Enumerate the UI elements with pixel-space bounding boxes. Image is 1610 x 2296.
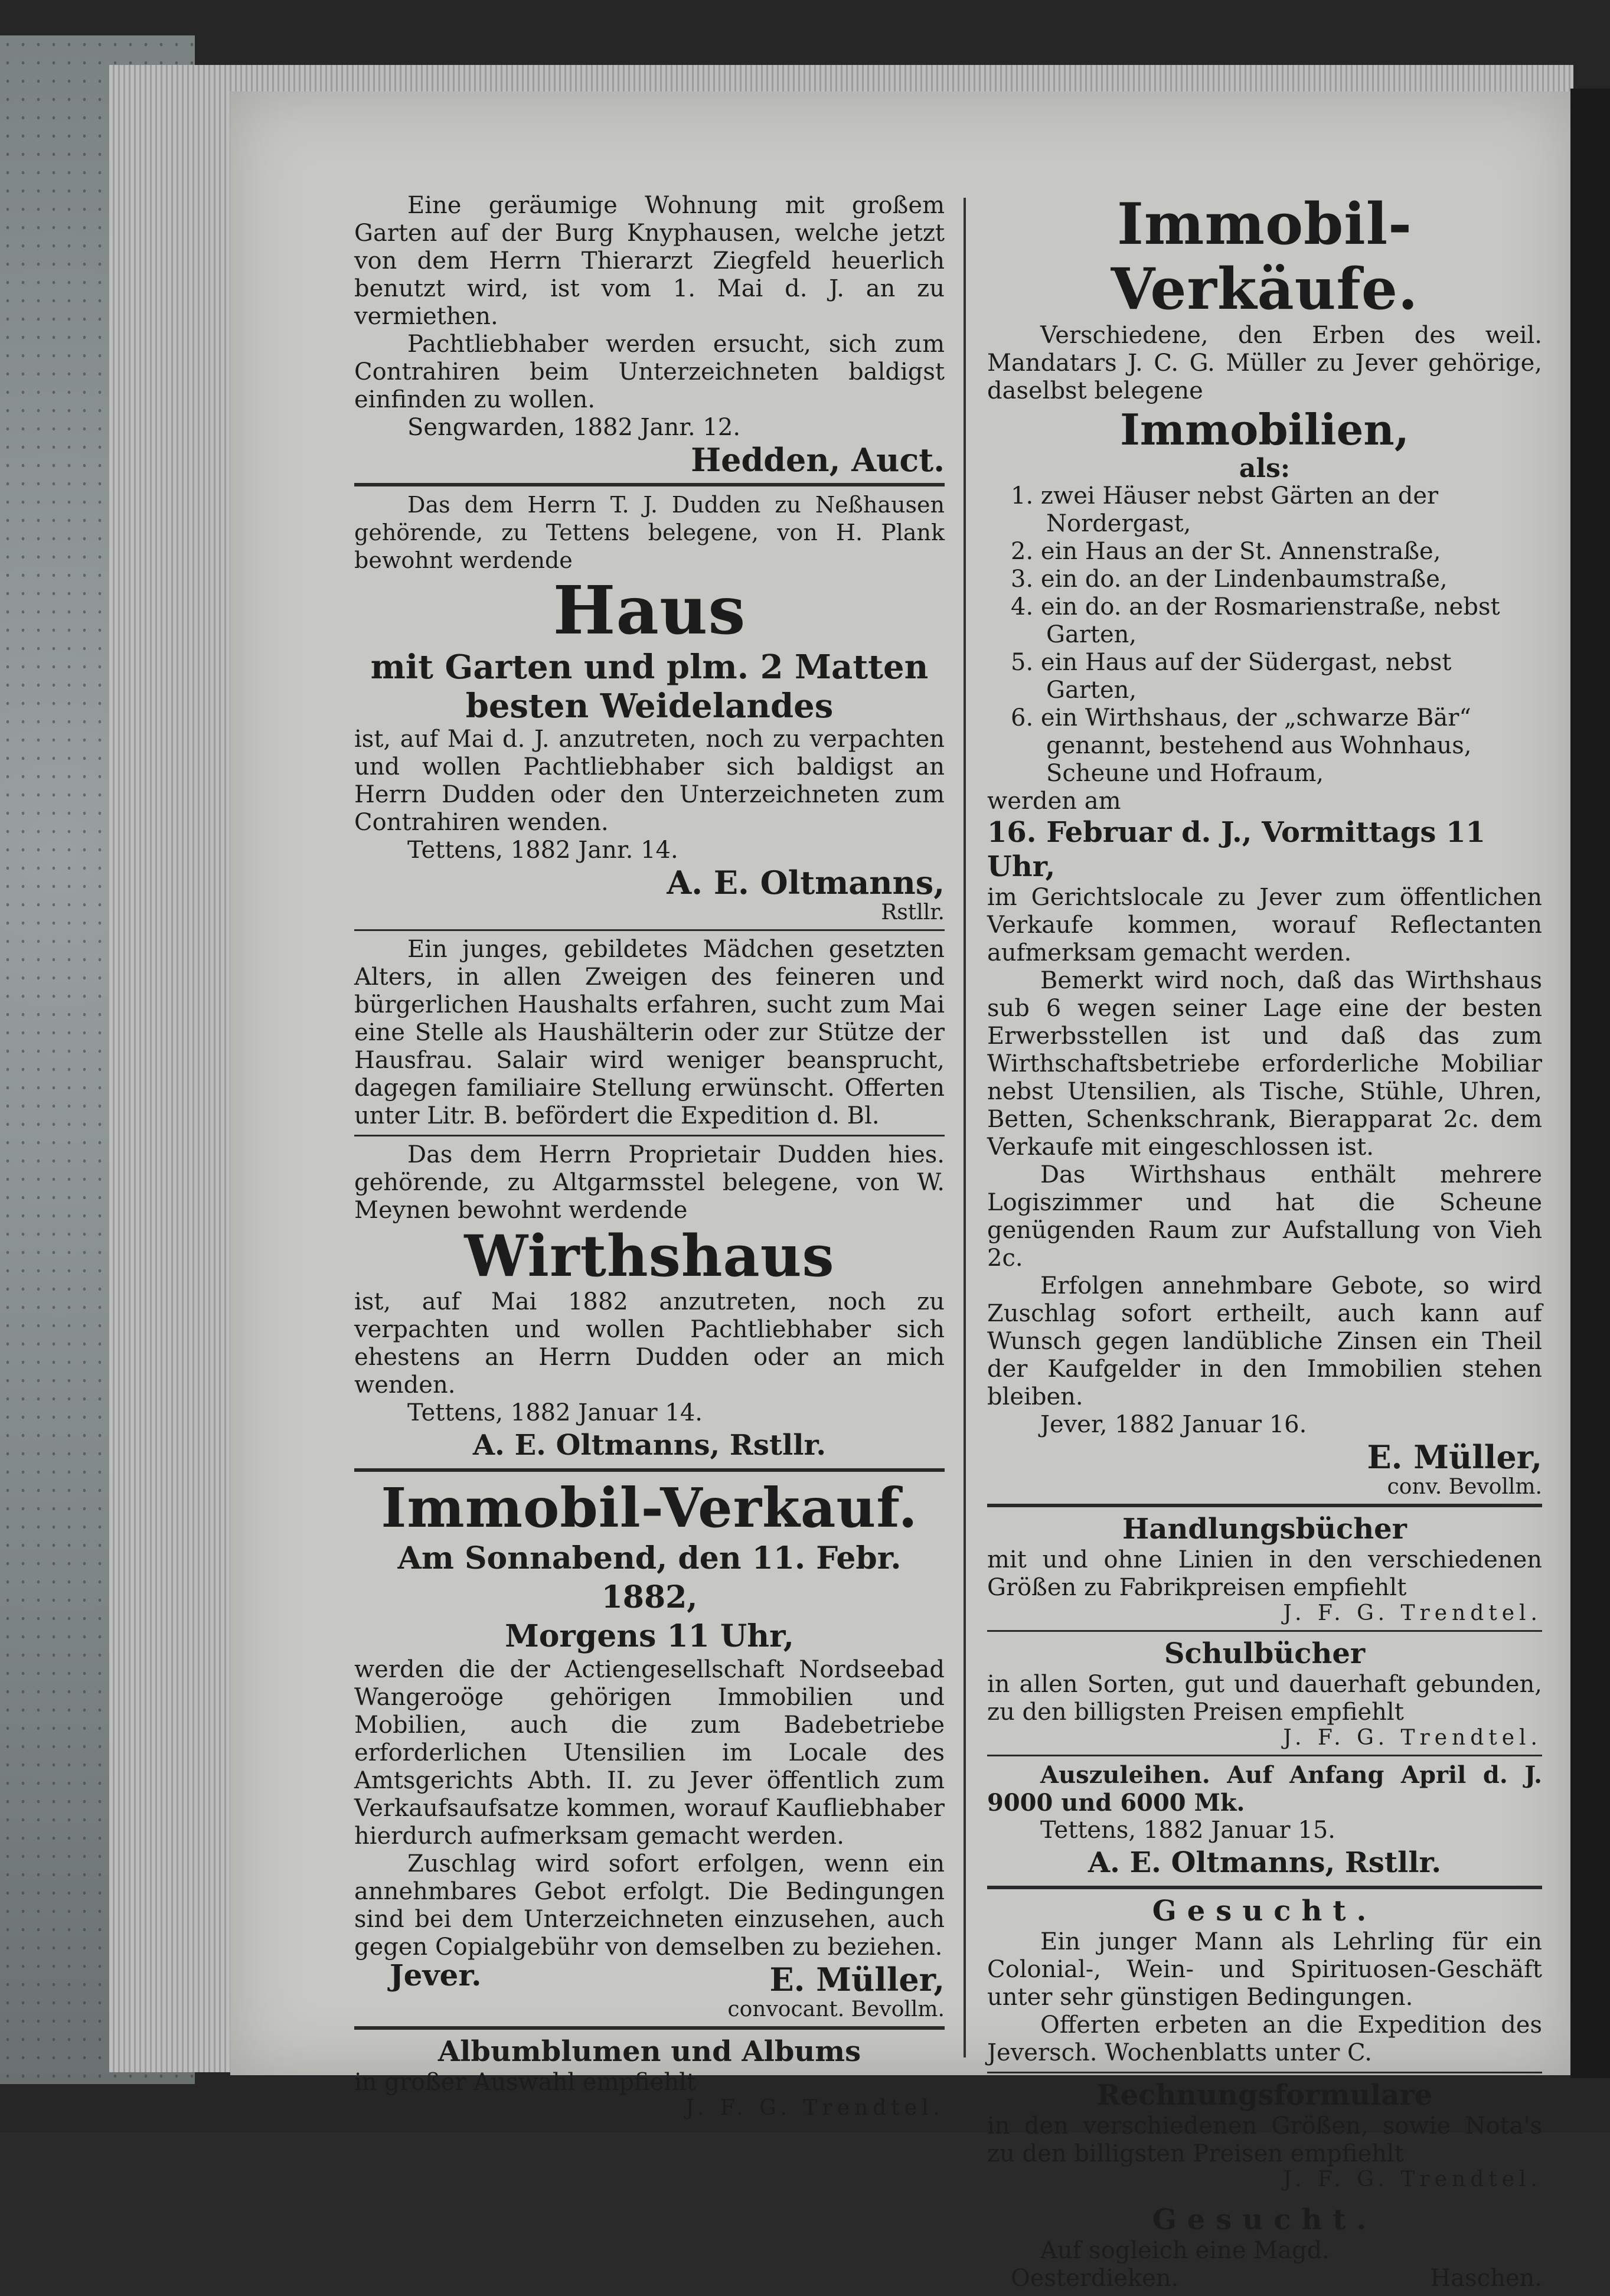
separator [354,1468,945,1472]
ad-text: Ein junger Mann als Lehrling für ein Colonial-, Wein- und Spirituosen-Geschäft unter sehr günstigen Bedingungen. [987,1928,1542,2011]
right-column [987,192,1542,2296]
separator [987,1886,1542,1889]
ad-text: ist, auf Mai d. J. anzutreten, noch zu verpachten und wollen Pachtliebhaber sich baldigst an Herrn Dudden oder den Unterzeichneten zum Contrahiren wenden. [354,726,945,836]
ad-text: Auf sogleich eine Magd. [1040,2237,1330,2264]
ad-heading: Handlungsbücher [1122,1513,1407,1546]
left-column [354,192,945,2124]
ad-date: Jever, 1882 Januar 16. [1040,1411,1307,1438]
ad-heading: Albumblumen und Albums [437,2035,861,2068]
ad-text: Zuschlag wird sofort erfolgen, wenn ein annehmbares Gebot erfolgt. Die Bedingungen sind bei dem Unterzeichneten einzusehen, auch gegen Copialgebühr von demselben zu beziehen. [354,1850,945,1961]
ad-text: Auszuleihen. Auf Anfang April d. J. 9000 und 6000 Mk. [987,1761,1542,1817]
facing-page-edge [1570,89,1610,2078]
ad-subheading: Immobilien, [1120,404,1409,455]
property-item: 4. ein do. an der Rosmarienstraße, nebst Garten, [1011,593,1500,648]
separator [987,1755,1542,1756]
ad-footer [987,2265,1542,2292]
ad-heading: Immobil-Verkauf. [381,1476,918,1540]
ad-heading: Wirthshaus [464,1223,835,1289]
ad-text: werden am [987,788,1121,815]
ad-gesucht-magd [987,2203,1542,2292]
ad-text: ist, auf Mai 1882 anzutreten, noch zu verpachten und wollen Pachtliebhaber sich ehestens an Herrn Dudden oder an mich wenden. [354,1288,945,1399]
ad-rechnungsformulare [987,2078,1542,2192]
ad-subheading: Am Sonnabend, den 11. Febr. 1882, [397,1540,902,1615]
ad-place: Oesterdieken. [1011,2265,1179,2292]
ad-heading: Schulbücher [1164,1637,1366,1670]
separator [354,2026,945,2030]
ad-intro: Verschiedene, den Erben des weil. Mandatars J. C. G. Müller zu Jever gehörige, daselbst belegene [987,322,1542,404]
ad-text: Pachtliebhaber werden ersucht, sich zum Contrahiren beim Unterzeichneten baldigst einfinden zu wollen. [354,331,945,413]
separator [987,1504,1542,1507]
separator [354,929,945,931]
ad-wohnung [354,192,945,478]
ad-signature: A. E. Oltmanns, Rstllr. [472,1429,827,1462]
property-item: 5. ein Haus auf der Südergast, nebst Garten, [1011,649,1452,704]
ad-text: mit und ohne Linien in den verschiedenen Größen zu Fabrikpreisen empfiehlt [987,1546,1542,1601]
ad-signature: J. F. G. Trendtel. [1283,1601,1542,1625]
ad-text: Offerten erbeten an die Expedition des Jeversch. Wochenblatts unter C. [987,2011,1542,2066]
ad-heading: Immobil-Verkäufe. [1111,191,1419,322]
ad-text: im Gerichtslocale zu Jever zum öffentlichen Verkaufe kommen, worauf Reflectanten aufmerksam gemacht werden. [987,884,1542,966]
ad-immobil-verkaeufe [987,192,1542,1499]
ad-handlungsbuecher [987,1512,1542,1625]
ad-gesucht-lehrling [987,1894,1542,2067]
ad-signature: E. Müller, [769,1961,945,1998]
property-item: 2. ein Haus an der St. Annenstraße, [1011,538,1441,565]
ad-date: Tettens, 1882 Janr. 14. [407,837,678,864]
ad-date-line: 16. Februar d. J., Vormittags 11 Uhr, [987,816,1485,883]
ad-place: Jever. [390,1958,482,1993]
ad-text: Ein junges, gebildetes Mädchen gesetzten Alters, in allen Zweigen des feineren und bürgerlichen Haushalts erfahren, sucht zum Mai eine Stelle als Haushälterin oder zur Stütze der Hausfrau. Salair wird weniger beansprucht, dagegen familiaire Stellung erwünscht. Offerten unter Litr. B. befördert die Expedition d. Bl. [354,936,945,1129]
property-list [987,482,1542,788]
ad-date: Tettens, 1882 Januar 14. [407,1399,703,1426]
ad-text: Eine geräumige Wohnung mit großem Garten auf der Burg Knyphausen, welche jetzt von dem Herrn Thierarzt Ziegfeld heuerlich benutzt wird, ist vom 1. Mai d. J. an zu vermiethen. [354,192,945,330]
ad-signature: Hedden, Auct. [691,441,945,479]
separator [354,1135,945,1136]
ad-date: Tettens, 1882 Januar 15. [1040,1817,1335,1844]
ad-als: als: [1239,453,1291,484]
ad-subheading: mit Garten und plm. 2 Matten [370,648,929,687]
ad-text: werden die der Actiengesellschaft Nordseebad Wangeroöge gehörigen Immobilien und Mobilien, auch die zum Badebetriebe erforderlichen Utensilien im Locale des Amtsgerichts Abth. II. zu Jever öffentlich zum Verkaufsaufsatze kommen, worauf Kaufliebhaber hierdurch aufmerksam gemacht werden. [354,1656,945,1850]
ad-signature: J. F. G. Trendtel. [685,2096,945,2120]
ad-signature: A. E. Oltmanns, [667,864,945,902]
newspaper-page [230,92,1570,2292]
ad-signature: J. F. G. Trendtel. [1283,1726,1542,1750]
separator [354,483,945,486]
property-item: 1. zwei Häuser nebst Gärten an der Nordergast, [1011,482,1439,537]
ad-subheading: Morgens 11 Uhr, [505,1618,794,1654]
ad-signature: J. F. G. Trendtel. [1283,2167,1542,2192]
ad-signature-title: conv. Bevollm. [1387,1475,1542,1499]
ad-text: Erfolgen annehmbare Gebote, so wird Zuschlag sofort ertheilt, auch kann auf Wunsch gegen landübliche Zinsen ein Theil der Kaufgelder in den Immobilien stehen bleiben. [987,1272,1542,1410]
ad-text: in großer Auswahl empfiehlt [354,2069,697,2096]
ad-signature: A. E. Oltmanns, Rstllr. [1088,1846,1442,1879]
ad-footer [354,1958,945,1998]
ad-signature-title: Rstllr. [881,900,945,925]
ad-signature-title: convocant. Bevollm. [727,1997,945,2021]
ad-text: Das Wirthshaus enthält mehrere Logiszimmer und hat die Scheune genügenden Raum zur Aufstallung von Vieh 2c. [987,1161,1542,1272]
ad-heading: Gesucht. [1152,1895,1377,1928]
ad-intro: Das dem Herrn Proprietair Dudden hies. gehörende, zu Altgarmsstel belegene, von W. Meynen bewohnt werdende [354,1141,945,1224]
column-divider [964,198,966,2057]
ad-heading: Rechnungsformulare [1096,2079,1433,2112]
separator [987,2072,1542,2073]
ad-schulbuecher [987,1637,1542,1750]
ad-date: Sengwarden, 1882 Janr. 12. [407,414,741,441]
ad-albums [354,2034,945,2120]
ad-signature: Haschen. [1430,2265,1542,2292]
separator [987,1630,1542,1632]
ad-heading: Gesucht. [1152,2203,1377,2236]
property-item: 6. ein Wirthshaus, der „schwarze Bär“ genannt, bestehend aus Wohnhaus, Scheune und Hofraum, [1011,704,1472,787]
ad-maedchen [354,936,945,1130]
property-item: 3. ein do. an der Lindenbaumstraße, [1011,566,1448,593]
ad-immobil-verkauf [354,1477,945,2021]
separator [987,2196,1542,2198]
ad-text: Bemerkt wird noch, daß das Wirthshaus sub 6 wegen seiner Lage eine der besten Erwerbsstellen ist und daß das zum Wirthschaftsbetriebe erforderliche Mobiliar nebst Utensilien, als Tische, Stühle, Uhren, Betten, Schenkschrank, Bierapparat 2c. dem Verkaufe mit eingeschlossen ist. [987,967,1542,1161]
ad-haus [354,491,945,925]
ad-auszuleihen [987,1761,1542,1881]
ad-wirthshaus [354,1141,945,1464]
ad-heading: Haus [553,572,746,649]
ad-intro: Das dem Herrn T. J. Dudden zu Neßhausen gehörende, zu Tettens belegene, von H. Plank bewohnt werdende [354,492,945,573]
ad-signature: E. Müller, [1367,1438,1542,1476]
ad-text: in den verschiedenen Größen, sowie Nota's zu den billigsten Preisen empfiehlt [987,2112,1542,2167]
ad-subheading: besten Weidelandes [465,687,834,726]
ad-text: in allen Sorten, gut und dauerhaft gebunden, zu den billigsten Preisen empfiehlt [987,1671,1542,1726]
